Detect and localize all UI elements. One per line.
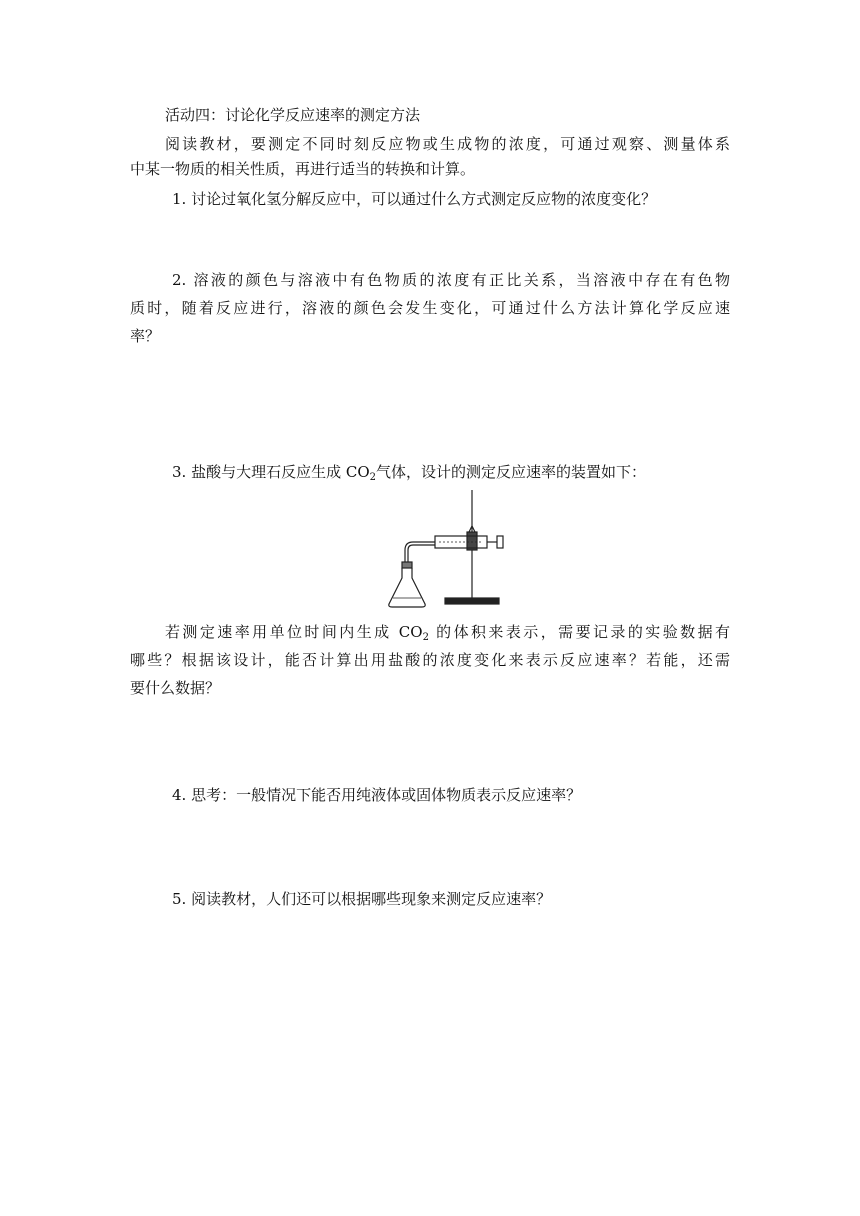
apparatus-diagram: [383, 488, 513, 610]
stand-base: [445, 598, 499, 604]
question-2-line-1: 2. 溶液的颜色与溶液中有色物质的浓度有正比关系，当溶液中存在有色物: [172, 271, 730, 289]
question-3-follow-subscript: 2: [422, 632, 429, 643]
question-3-follow-line-1: [165, 620, 730, 645]
question-2-line-2: 质时，随着反应进行，溶液的颜色会发生变化，可通过什么方法计算化学反应速: [130, 299, 730, 317]
question-2-line-3: 率？: [130, 327, 161, 345]
intro-line-1: 阅读教材，要测定不同时刻反应物或生成物的浓度，可通过观察、测量体系: [165, 135, 730, 153]
question-3-text-before: 3. 盐酸与大理石反应生成 CO: [172, 463, 370, 481]
delivery-tube-bend-2: [408, 545, 413, 562]
question-3-follow-after: 的体积来表示，需要记录的实验数据有: [428, 623, 730, 641]
clamp: [467, 532, 477, 550]
question-3-subscript: 2: [369, 472, 376, 483]
question-3: [172, 460, 772, 485]
question-3-follow-line-3: 要什么数据？: [130, 679, 221, 697]
question-1: 1. 讨论过氧化氢分解反应中，可以通过什么方式测定反应物的浓度变化？: [172, 190, 657, 208]
question-3-follow-line-2: 哪些？根据该设计，能否计算出用盐酸的浓度变化来表示反应速率？若能，还需: [130, 651, 730, 669]
question-3-text-after: 气体，设计的测定反应速率的装置如下：: [376, 463, 647, 481]
intro-line-2: 中某一物质的相关性质，再进行适当的转换和计算。: [130, 160, 476, 178]
activity-title: 活动四：讨论化学反应速率的测定方法: [165, 106, 421, 124]
question-4: 4. 思考：一般情况下能否用纯液体或固体物质表示反应速率？: [172, 786, 582, 804]
conical-flask: [389, 568, 425, 607]
question-5: 5. 阅读教材，人们还可以根据哪些现象来测定反应速率？: [172, 890, 552, 908]
question-3-follow-before: 若测定速率用单位时间内生成 CO: [165, 623, 423, 641]
flask-stopper: [402, 562, 412, 568]
syringe-plunger-end: [497, 536, 503, 548]
